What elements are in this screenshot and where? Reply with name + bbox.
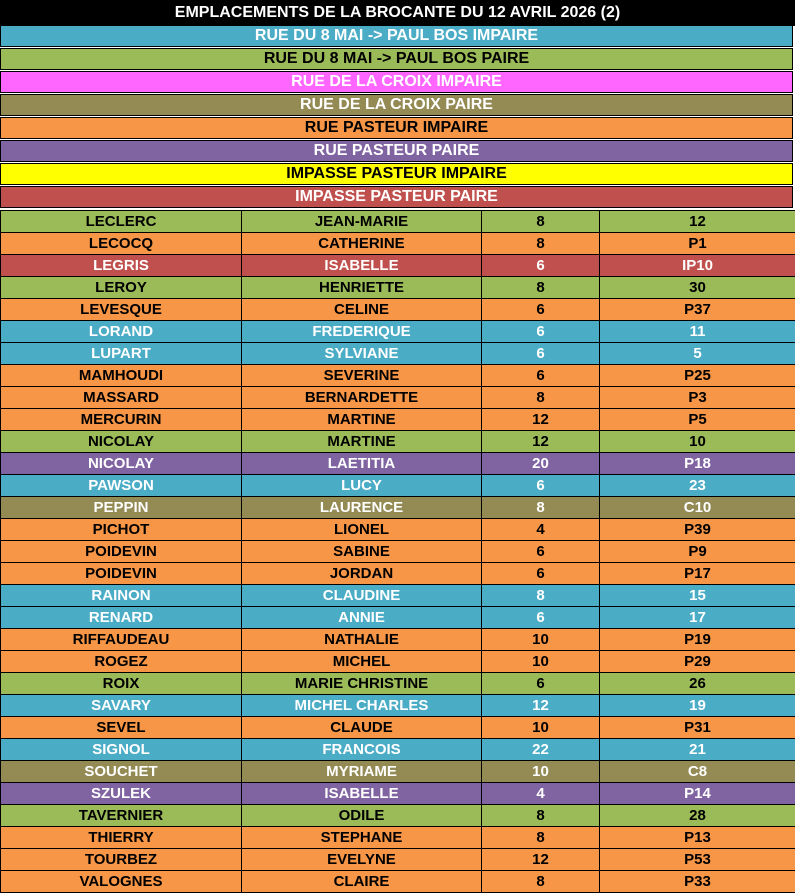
prenom-cell: FREDERIQUE	[242, 321, 482, 343]
place-cell: 26	[600, 673, 795, 695]
prenom-cell: MARTINE	[242, 409, 482, 431]
metres-cell: 6	[482, 607, 600, 629]
place-cell: P5	[600, 409, 795, 431]
nom-cell: PEPPIN	[1, 497, 242, 519]
table-row	[1, 475, 795, 497]
prenom-cell: MARIE CHRISTINE	[242, 673, 482, 695]
nom-cell: SIGNOL	[1, 739, 242, 761]
prenom-cell: SYLVIANE	[242, 343, 482, 365]
prenom-cell: JORDAN	[242, 563, 482, 585]
metres-cell: 4	[482, 783, 600, 805]
table-row	[1, 453, 795, 475]
table-row	[1, 629, 795, 651]
table-row	[1, 497, 795, 519]
table-row	[1, 431, 795, 453]
place-cell: C10	[600, 497, 795, 519]
placements-table	[0, 210, 795, 893]
nom-cell: MASSARD	[1, 387, 242, 409]
place-cell: 12	[600, 211, 795, 233]
nom-cell: RIFFAUDEAU	[1, 629, 242, 651]
nom-cell: ROIX	[1, 673, 242, 695]
prenom-cell: ODILE	[242, 805, 482, 827]
legend-item: IMPASSE PASTEUR PAIRE	[0, 186, 793, 208]
place-cell: P3	[600, 387, 795, 409]
table-row	[1, 519, 795, 541]
place-cell: P25	[600, 365, 795, 387]
legend-item: IMPASSE PASTEUR IMPAIRE	[0, 163, 793, 185]
metres-cell: 20	[482, 453, 600, 475]
metres-cell: 6	[482, 673, 600, 695]
place-cell: 23	[600, 475, 795, 497]
nom-cell: LECLERC	[1, 211, 242, 233]
nom-cell: VALOGNES	[1, 871, 242, 893]
table-row	[1, 651, 795, 673]
place-cell: P31	[600, 717, 795, 739]
prenom-cell: MARTINE	[242, 431, 482, 453]
prenom-cell: LAURENCE	[242, 497, 482, 519]
prenom-cell: CLAUDE	[242, 717, 482, 739]
prenom-cell: ANNIE	[242, 607, 482, 629]
metres-cell: 12	[482, 695, 600, 717]
place-cell: 28	[600, 805, 795, 827]
table-row	[1, 233, 795, 255]
metres-cell: 10	[482, 651, 600, 673]
nom-cell: MAMHOUDI	[1, 365, 242, 387]
nom-cell: THIERRY	[1, 827, 242, 849]
table-row	[1, 871, 795, 893]
place-cell: 30	[600, 277, 795, 299]
metres-cell: 8	[482, 387, 600, 409]
metres-cell: 8	[482, 233, 600, 255]
prenom-cell: SABINE	[242, 541, 482, 563]
nom-cell: SAVARY	[1, 695, 242, 717]
metres-cell: 8	[482, 805, 600, 827]
place-cell: IP10	[600, 255, 795, 277]
nom-cell: LEROY	[1, 277, 242, 299]
nom-cell: NICOLAY	[1, 431, 242, 453]
prenom-cell: CLAUDINE	[242, 585, 482, 607]
metres-cell: 8	[482, 585, 600, 607]
nom-cell: LEGRIS	[1, 255, 242, 277]
prenom-cell: ISABELLE	[242, 783, 482, 805]
table-row	[1, 321, 795, 343]
prenom-cell: MICHEL CHARLES	[242, 695, 482, 717]
metres-cell: 6	[482, 299, 600, 321]
nom-cell: RAINON	[1, 585, 242, 607]
table-row	[1, 673, 795, 695]
table-row	[1, 365, 795, 387]
place-cell: P14	[600, 783, 795, 805]
prenom-cell: BERNARDETTE	[242, 387, 482, 409]
legend-item: RUE DU 8 MAI -> PAUL BOS IMPAIRE	[0, 25, 793, 47]
place-cell: P13	[600, 827, 795, 849]
nom-cell: MERCURIN	[1, 409, 242, 431]
table-row	[1, 805, 795, 827]
table-row	[1, 607, 795, 629]
metres-cell: 8	[482, 211, 600, 233]
metres-cell: 22	[482, 739, 600, 761]
place-cell: P33	[600, 871, 795, 893]
place-cell: 15	[600, 585, 795, 607]
table-row	[1, 827, 795, 849]
table-row	[1, 739, 795, 761]
place-cell: 19	[600, 695, 795, 717]
nom-cell: SZULEK	[1, 783, 242, 805]
nom-cell: NICOLAY	[1, 453, 242, 475]
place-cell: P37	[600, 299, 795, 321]
metres-cell: 8	[482, 277, 600, 299]
metres-cell: 10	[482, 761, 600, 783]
prenom-cell: LAETITIA	[242, 453, 482, 475]
metres-cell: 12	[482, 431, 600, 453]
prenom-cell: EVELYNE	[242, 849, 482, 871]
place-cell: 5	[600, 343, 795, 365]
metres-cell: 12	[482, 409, 600, 431]
table-row	[1, 849, 795, 871]
nom-cell: POIDEVIN	[1, 541, 242, 563]
prenom-cell: ISABELLE	[242, 255, 482, 277]
place-cell: P1	[600, 233, 795, 255]
metres-cell: 6	[482, 255, 600, 277]
prenom-cell: LUCY	[242, 475, 482, 497]
table-row	[1, 211, 795, 233]
nom-cell: TOURBEZ	[1, 849, 242, 871]
table-row	[1, 563, 795, 585]
table-row	[1, 783, 795, 805]
place-cell: C8	[600, 761, 795, 783]
nom-cell: RENARD	[1, 607, 242, 629]
table-row	[1, 409, 795, 431]
prenom-cell: MYRIAME	[242, 761, 482, 783]
prenom-cell: CATHERINE	[242, 233, 482, 255]
sheet-title: EMPLACEMENTS DE LA BROCANTE DU 12 AVRIL 2026 (2)	[0, 0, 795, 26]
nom-cell: PICHOT	[1, 519, 242, 541]
metres-cell: 6	[482, 343, 600, 365]
nom-cell: LEVESQUE	[1, 299, 242, 321]
metres-cell: 8	[482, 871, 600, 893]
metres-cell: 8	[482, 497, 600, 519]
prenom-cell: LIONEL	[242, 519, 482, 541]
nom-cell: LUPART	[1, 343, 242, 365]
table-row	[1, 387, 795, 409]
legend-item: RUE PASTEUR PAIRE	[0, 140, 793, 162]
prenom-cell: FRANCOIS	[242, 739, 482, 761]
place-cell: P9	[600, 541, 795, 563]
table-row	[1, 541, 795, 563]
place-cell: P29	[600, 651, 795, 673]
nom-cell: ROGEZ	[1, 651, 242, 673]
place-cell: 10	[600, 431, 795, 453]
metres-cell: 6	[482, 541, 600, 563]
place-cell: P53	[600, 849, 795, 871]
table-row	[1, 695, 795, 717]
table-row	[1, 299, 795, 321]
table-row	[1, 761, 795, 783]
legend-item: RUE PASTEUR IMPAIRE	[0, 117, 793, 139]
table-row	[1, 717, 795, 739]
prenom-cell: HENRIETTE	[242, 277, 482, 299]
legend-item: RUE DE LA CROIX IMPAIRE	[0, 71, 793, 93]
place-cell: P19	[600, 629, 795, 651]
place-cell: 17	[600, 607, 795, 629]
place-cell: P18	[600, 453, 795, 475]
table-row	[1, 255, 795, 277]
nom-cell: LECOCQ	[1, 233, 242, 255]
metres-cell: 12	[482, 849, 600, 871]
nom-cell: PAWSON	[1, 475, 242, 497]
prenom-cell: NATHALIE	[242, 629, 482, 651]
metres-cell: 6	[482, 321, 600, 343]
metres-cell: 6	[482, 475, 600, 497]
place-cell: P17	[600, 563, 795, 585]
metres-cell: 6	[482, 365, 600, 387]
nom-cell: TAVERNIER	[1, 805, 242, 827]
legend-item: RUE DE LA CROIX PAIRE	[0, 94, 793, 116]
table-row	[1, 277, 795, 299]
metres-cell: 4	[482, 519, 600, 541]
table-row	[1, 343, 795, 365]
legend-item: RUE DU 8 MAI -> PAUL BOS PAIRE	[0, 48, 793, 70]
metres-cell: 10	[482, 629, 600, 651]
prenom-cell: JEAN-MARIE	[242, 211, 482, 233]
nom-cell: SEVEL	[1, 717, 242, 739]
nom-cell: SOUCHET	[1, 761, 242, 783]
prenom-cell: MICHEL	[242, 651, 482, 673]
nom-cell: LORAND	[1, 321, 242, 343]
prenom-cell: CELINE	[242, 299, 482, 321]
prenom-cell: SEVERINE	[242, 365, 482, 387]
place-cell: 11	[600, 321, 795, 343]
place-cell: P39	[600, 519, 795, 541]
metres-cell: 6	[482, 563, 600, 585]
metres-cell: 10	[482, 717, 600, 739]
prenom-cell: CLAIRE	[242, 871, 482, 893]
place-cell: 21	[600, 739, 795, 761]
nom-cell: POIDEVIN	[1, 563, 242, 585]
table-row	[1, 585, 795, 607]
metres-cell: 8	[482, 827, 600, 849]
prenom-cell: STEPHANE	[242, 827, 482, 849]
